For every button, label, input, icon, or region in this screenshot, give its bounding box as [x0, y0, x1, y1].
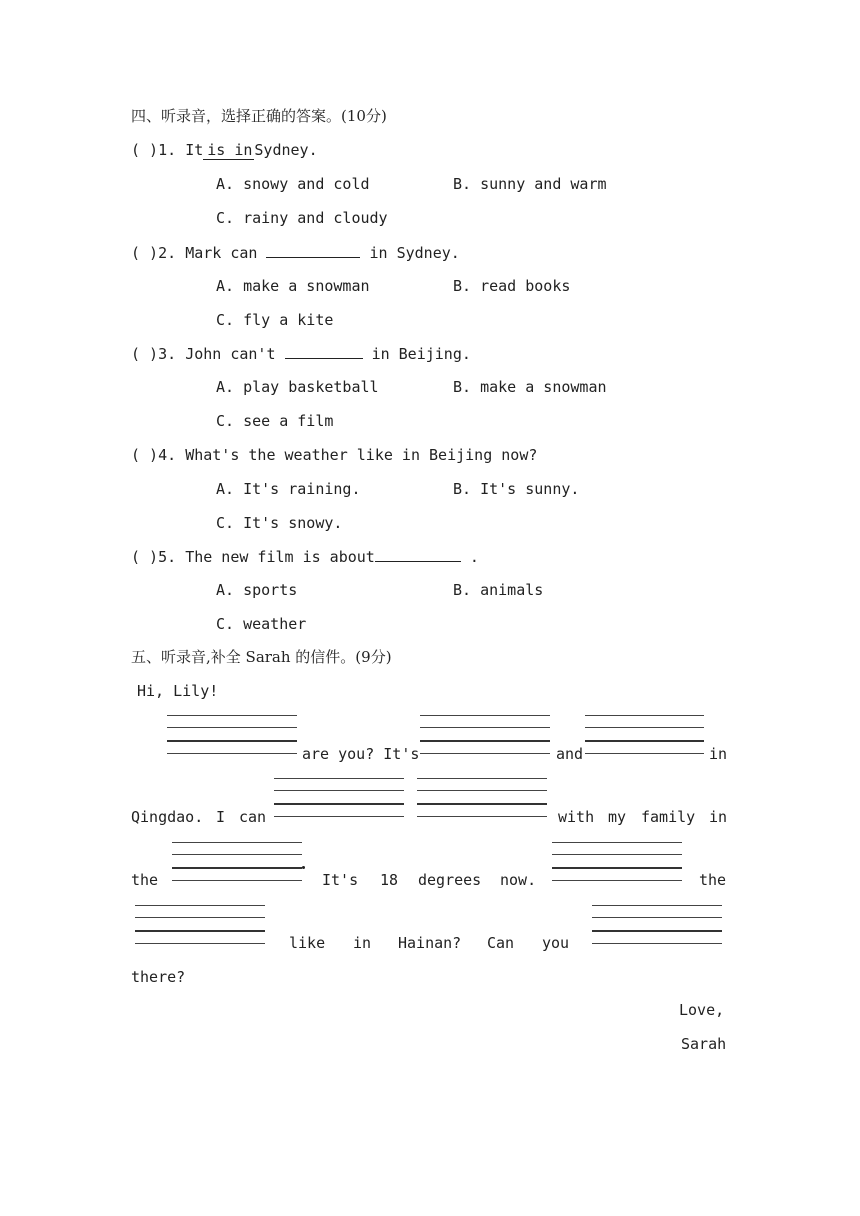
letter-text: now. [500, 871, 537, 889]
question-number: 2. [158, 244, 177, 262]
letter-text: in [353, 934, 372, 952]
option-b[interactable]: B. It's sunny. [453, 480, 580, 498]
letter-text: in [709, 808, 728, 826]
option-c[interactable]: C. rainy and cloudy [216, 209, 388, 227]
letter-text: you [542, 934, 570, 952]
answer-blank[interactable] [285, 344, 363, 359]
question-number: 3. [158, 345, 177, 363]
stem-text: What's the weather like in Beijing now? [185, 446, 538, 464]
option-a[interactable]: A. snowy and cold [216, 175, 370, 193]
letter-text: I [216, 808, 226, 826]
option-b[interactable]: B. make a snowman [453, 378, 607, 396]
four-line-blank[interactable] [274, 778, 404, 818]
section-4-title: 四、听录音，选择正确的答案。(10分) [131, 107, 387, 125]
four-line-blank[interactable] [167, 715, 297, 755]
answer-paren[interactable]: ( ) [131, 345, 159, 363]
four-line-blank[interactable] [552, 842, 682, 882]
option-a[interactable]: A. It's raining. [216, 480, 361, 498]
letter-text: in [709, 745, 728, 763]
letter-text: 18 [380, 871, 399, 889]
answer-paren[interactable]: ( ) [131, 548, 159, 566]
letter-text: family [641, 808, 696, 826]
option-b[interactable]: B. animals [453, 581, 544, 599]
letter-text: like [289, 934, 326, 952]
option-a[interactable]: A. play basketball [216, 378, 379, 396]
option-b[interactable]: B. sunny and warm [453, 175, 607, 193]
stem-text: Sydney. [254, 141, 318, 159]
option-c[interactable]: C. weather [216, 615, 307, 633]
letter-text: Hainan? [398, 934, 462, 952]
letter-signature: Sarah [681, 1035, 727, 1053]
question-number: 4. [158, 446, 177, 464]
question-4 [131, 446, 537, 464]
answer-blank[interactable] [375, 547, 461, 562]
stem-text: . [469, 548, 479, 566]
letter-text: It's [322, 871, 359, 889]
option-b[interactable]: B. read books [453, 277, 571, 295]
option-c[interactable]: C. It's snowy. [216, 514, 343, 532]
option-a[interactable]: A. sports [216, 581, 298, 599]
letter-text: are you? It's [302, 745, 420, 763]
question-number: 5. [158, 548, 177, 566]
letter-text: degrees [418, 871, 482, 889]
letter-greeting: Hi, Lily! [137, 682, 219, 700]
period-mark [302, 866, 305, 869]
four-line-blank[interactable] [135, 905, 265, 945]
stem-text: in Sydney. [369, 244, 460, 262]
letter-closing: Love, [679, 1001, 725, 1019]
letter-text: the [699, 871, 727, 889]
stem-text: in Beijing. [371, 345, 471, 363]
stem-text: The new film is about [185, 548, 375, 566]
option-a[interactable]: A. make a snowman [216, 277, 370, 295]
question-3 [131, 344, 471, 363]
letter-text: can [239, 808, 267, 826]
four-line-blank[interactable] [172, 842, 302, 882]
question-5 [131, 547, 479, 566]
stem-text: It [185, 141, 204, 159]
letter-text: my [608, 808, 627, 826]
letter-text: Qingdao. [131, 808, 204, 826]
stem-text: John can't [185, 345, 276, 363]
letter-text: with [558, 808, 595, 826]
question-1 [131, 141, 318, 159]
section-5-title: 五、听录音,补全 Sarah 的信件。(9分) [131, 648, 392, 666]
question-2 [131, 243, 460, 262]
answer-paren[interactable]: ( ) [131, 446, 159, 464]
letter-text: there? [131, 968, 186, 986]
stem-text: Mark can [185, 244, 258, 262]
letter-text: and [556, 745, 584, 763]
answer-paren[interactable]: ( ) [131, 141, 159, 159]
question-number: 1. [158, 141, 177, 159]
stem-filled-blank: is in [203, 141, 254, 160]
letter-text: Can [487, 934, 515, 952]
option-c[interactable]: C. see a film [216, 412, 334, 430]
four-line-blank[interactable] [585, 715, 704, 755]
answer-blank[interactable] [266, 243, 360, 258]
answer-paren[interactable]: ( ) [131, 244, 159, 262]
four-line-blank[interactable] [592, 905, 722, 945]
four-line-blank[interactable] [420, 715, 550, 755]
option-c[interactable]: C. fly a kite [216, 311, 334, 329]
four-line-blank[interactable] [417, 778, 547, 818]
letter-text: the [131, 871, 159, 889]
